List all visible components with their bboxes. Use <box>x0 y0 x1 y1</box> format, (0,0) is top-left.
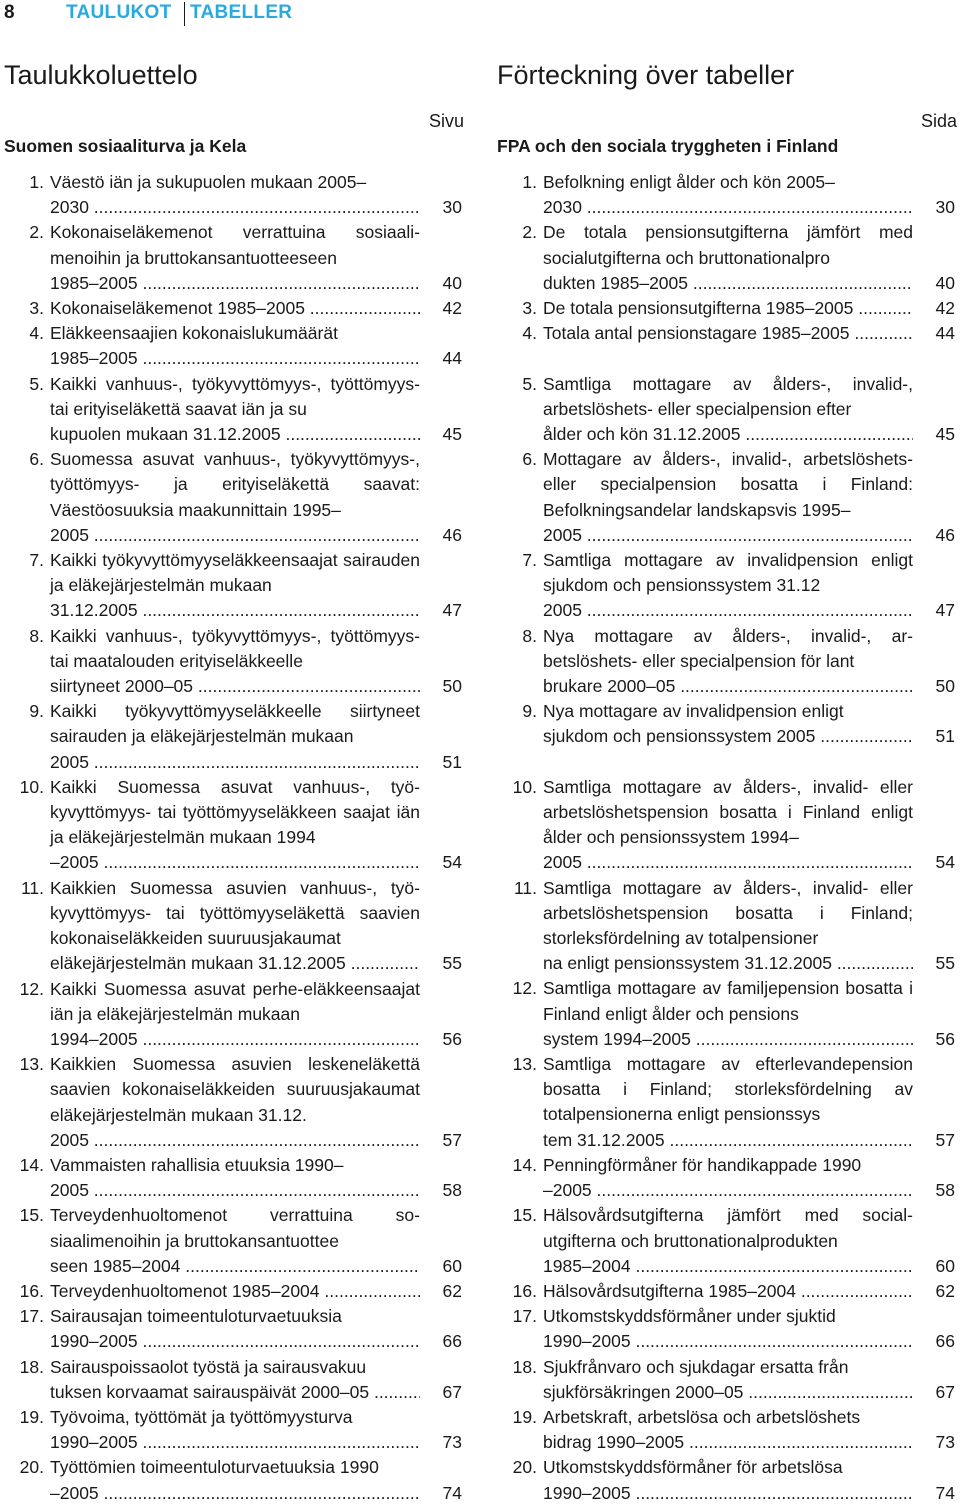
toc-entry[interactable] <box>497 372 957 448</box>
toc-entry-lead: Eläkkeensaajien kokonaislukumäärät <box>50 323 338 344</box>
toc-entry-text <box>50 170 420 220</box>
toc-entry[interactable] <box>497 321 957 346</box>
toc-entry-lead: Terveydenhuoltomenot verrattuina sosiaalimenoihin ja bruttokansantuottee <box>50 1205 420 1251</box>
toc-entry[interactable] <box>497 1153 957 1203</box>
toc-entry-number: 8. <box>29 625 44 646</box>
swedish-column <box>497 0 957 1509</box>
toc-entry-page: 30 <box>935 197 955 218</box>
toc-entry-lead: Kaikkien Suomessa asuvien leskeneläkettä saavien kokonaiseläkkeiden suuruusjakaumat eläkejärjestelmän mukaan 31.12. <box>50 1054 420 1125</box>
toc-entry-last-line: siirtyneet 2000–05 ..... <box>50 674 420 699</box>
toc-entry-page: 45 <box>935 424 955 445</box>
toc-entry-last-line: 2030 ..... <box>50 195 420 220</box>
toc-entry-last-line: dukten 1985–2005 ..... <box>543 271 913 296</box>
toc-entry-last-line: system 1994–2005 ..... <box>543 1027 913 1052</box>
toc-entry-page: 57 <box>935 1129 955 1150</box>
toc-entry-text <box>50 699 420 775</box>
toc-entry[interactable] <box>497 296 957 321</box>
toc-entry-last-line: sjukdom och pensionssystem 2005 ..... <box>543 724 913 749</box>
toc-entry-number: 12. <box>512 978 537 999</box>
toc-entry-last-line: bidrag 1990–2005 ..... <box>543 1430 913 1455</box>
toc-entry[interactable] <box>4 1304 464 1354</box>
toc-entry-number: 5. <box>522 373 537 394</box>
toc-entry-last-line: 1990–2005 ..... <box>50 1430 420 1455</box>
toc-entry-number: 19. <box>512 1406 537 1427</box>
toc-entry-last-line: kupuolen mukaan 31.12.2005 ..... <box>50 422 420 447</box>
toc-entry[interactable] <box>4 1405 464 1455</box>
toc-entry-last-line: 1990–2005 ..... <box>543 1329 913 1354</box>
toc-list-fi <box>4 170 464 1506</box>
toc-entry-page: 62 <box>442 1280 462 1301</box>
toc-entry-last-line: –2005 ..... <box>50 1481 420 1506</box>
toc-entry-text <box>50 1355 420 1405</box>
toc-entry-number: 7. <box>29 550 44 571</box>
toc-entry-number: 18. <box>512 1356 537 1377</box>
toc-entry[interactable] <box>4 876 464 977</box>
toc-entry-text <box>50 372 420 448</box>
toc-entry-page: 57 <box>442 1129 462 1150</box>
toc-entry[interactable] <box>4 699 464 775</box>
toc-entry-last-line: Kokonaiseläkemenot 1985–2005 ..... <box>50 296 420 321</box>
toc-entry-number: 9. <box>522 701 537 722</box>
toc-entry-text <box>543 876 913 977</box>
toc-entry[interactable] <box>4 624 464 700</box>
toc-entry-number: 13. <box>19 1054 44 1075</box>
page-column-label-sv: Sida <box>920 111 957 131</box>
toc-entry-lead: Kaikki työkyvyttömyyseläkkeensaajat sairauden ja eläkejärjestelmän mukaan <box>50 550 420 596</box>
toc-entry-text <box>50 1279 420 1304</box>
toc-entry-page: 54 <box>442 852 462 873</box>
toc-entry-number: 10. <box>512 776 537 797</box>
toc-entry-last-line: 1985–2004 ..... <box>543 1254 913 1279</box>
toc-entry-text <box>50 1455 420 1505</box>
toc-entry-lead: Työvoima, työttömät ja työttömyysturva <box>50 1406 353 1427</box>
toc-entry-number: 15. <box>512 1205 537 1226</box>
toc-entry-lead: Samtliga mottagare av familjepension bosatta i Finland enligt ålder och pensions <box>543 978 913 1024</box>
toc-entry-text <box>543 321 913 346</box>
toc-entry-lead: Kaikki työkyvyttömyyseläkkeelle siirtyneet sairauden ja eläkejärjestelmän mukaan <box>50 701 420 747</box>
toc-entry-last-line: 2005 ..... <box>50 750 420 775</box>
header-label-sv: TABELLER <box>190 2 293 23</box>
toc-entry-text <box>543 699 913 749</box>
toc-entry-number: 3. <box>29 298 44 319</box>
toc-entry-page: 40 <box>935 272 955 293</box>
toc-entry-lead: Kaikkien Suomessa asuvien vanhuus-, työkyvyttömyys- tai työttömyyseläkettä saavien kokonaiseläkkeiden suuruusjakaumat <box>50 877 420 949</box>
toc-entry-text <box>543 296 913 321</box>
toc-entry-last-line: De totala pensionsutgifterna 1985–2005 ..... <box>543 296 913 321</box>
toc-entry-text <box>50 876 420 977</box>
toc-entry-text <box>543 372 913 448</box>
toc-entry-page: 55 <box>935 953 955 974</box>
toc-entry[interactable] <box>497 624 957 700</box>
toc-entry-page: 40 <box>442 272 462 293</box>
toc-entry-page: 73 <box>442 1432 462 1453</box>
toc-entry-lead: Kaikki Suomessa asuvat perhe-eläkkeensaajat iän ja eläkejärjestelmän mukaan <box>50 978 420 1024</box>
toc-entry[interactable] <box>4 775 464 876</box>
toc-entry[interactable] <box>497 1455 957 1505</box>
toc-entry-lead: Kokonaiseläkemenot verrattuina sosiaalimenoihin ja bruttokansantuotteeseen <box>50 222 420 268</box>
toc-entry-text <box>543 1203 913 1279</box>
toc-entry-page: 62 <box>935 1280 955 1301</box>
toc-entry-number: 8. <box>522 625 537 646</box>
toc-entry-page: 30 <box>442 197 462 218</box>
toc-entry-last-line: 31.12.2005 ..... <box>50 598 420 623</box>
toc-entry[interactable] <box>497 220 957 296</box>
toc-entry-page: 42 <box>935 298 955 319</box>
section-heading-fi: Suomen sosiaaliturva ja Kela <box>4 136 247 156</box>
toc-entry-text <box>50 775 420 876</box>
page-number: 8 <box>4 2 15 23</box>
toc-entry-page: 44 <box>935 323 955 344</box>
toc-entry-text <box>50 624 420 700</box>
toc-entry-lead: Utkomstskyddsförmåner under sjuktid <box>543 1306 836 1327</box>
toc-entry-page: 50 <box>442 676 462 697</box>
toc-entry-lead: De totala pensionsutgifterna jämfört med socialutgifterna och bruttonationalpro <box>543 222 913 268</box>
toc-entry-lead: Mottagare av ålders-, invalid-, arbetslöshets- eller specialpension bosatta i Finland: Befolkningsandelar landskapsvis 1995– <box>543 449 913 520</box>
toc-entry-number: 20. <box>19 1457 44 1478</box>
toc-entry-lead: Väestö iän ja sukupuolen mukaan 2005– <box>50 172 367 192</box>
toc-entry-page: 67 <box>442 1381 462 1402</box>
toc-entry-text <box>543 1405 913 1455</box>
toc-entry-last-line: Hälsovårdsutgifterna 1985–2004 ..... <box>543 1279 913 1304</box>
toc-entry-page: 56 <box>935 1028 955 1049</box>
toc-entry[interactable] <box>4 1203 464 1279</box>
toc-entry-number: 11. <box>20 877 44 898</box>
toc-entry[interactable] <box>497 548 957 624</box>
toc-entry-number: 13. <box>512 1054 537 1075</box>
toc-entry-number: 2. <box>29 222 44 243</box>
toc-list-sv <box>497 170 957 1506</box>
toc-entry[interactable] <box>497 1279 957 1304</box>
toc-entry-last-line: tem 31.12.2005 ..... <box>543 1128 913 1153</box>
toc-entry[interactable] <box>4 170 464 220</box>
page-title-fi: Taulukkoluettelo <box>4 60 198 90</box>
toc-entry-number: 14. <box>512 1154 537 1175</box>
toc-entry-text <box>50 548 420 624</box>
toc-entry-last-line: 1994–2005 ..... <box>50 1027 420 1052</box>
toc-entry[interactable] <box>497 876 957 977</box>
toc-entry-lead: Sjukfrånvaro och sjukdagar ersatta från <box>543 1356 849 1377</box>
toc-entry-lead: Nya mottagare av invalidpension enligt <box>543 701 844 722</box>
toc-entry-last-line: Totala antal pensionstagare 1985–2005 ..... <box>543 321 913 346</box>
toc-entry-text <box>50 1203 420 1279</box>
toc-entry-last-line: 2005 ..... <box>543 523 913 548</box>
toc-entry-last-line: 2030 ..... <box>543 195 913 220</box>
toc-entry-page: 74 <box>935 1482 955 1503</box>
toc-entry[interactable] <box>4 447 464 548</box>
toc-entry[interactable] <box>497 699 957 749</box>
toc-entry-lead: Samtliga mottagare av efterlevandepension bosatta i Finland; storleksfördelning av totalpensionerna enligt pensionssys <box>543 1054 913 1125</box>
toc-entry-last-line: –2005 ..... <box>50 850 420 875</box>
toc-entry-text <box>50 1405 420 1455</box>
toc-entry-text <box>543 220 913 296</box>
toc-entry-number: 20. <box>512 1457 537 1478</box>
toc-entry-lead: Utkomstskyddsförmåner för arbetslösa <box>543 1457 843 1478</box>
toc-entry-number: 11. <box>513 877 537 898</box>
toc-entry-number: 5. <box>29 373 44 394</box>
toc-entry-page: 56 <box>442 1028 462 1049</box>
toc-entry-number: 16. <box>19 1280 44 1301</box>
toc-entry-lead: Työttömien toimeentuloturvaetuuksia 1990 <box>50 1457 379 1478</box>
toc-entry-last-line: 2005 ..... <box>50 1128 420 1153</box>
toc-entry[interactable] <box>497 170 957 220</box>
toc-entry-number: 6. <box>29 449 44 470</box>
toc-entry[interactable] <box>4 372 464 448</box>
toc-entry[interactable] <box>4 296 464 321</box>
toc-entry-page: 67 <box>935 1381 955 1402</box>
toc-entry-page: 54 <box>935 852 955 873</box>
header-label-fi: TAULUKOT <box>66 2 172 23</box>
toc-entry-number: 6. <box>522 449 537 470</box>
toc-entry-number: 4. <box>522 323 537 344</box>
toc-entry-text <box>543 447 913 548</box>
toc-entry-text <box>543 1304 913 1354</box>
toc-entry-page: 74 <box>442 1482 462 1503</box>
toc-entry[interactable] <box>4 1279 464 1304</box>
toc-entry[interactable] <box>4 1355 464 1405</box>
toc-entry[interactable] <box>497 447 957 548</box>
toc-entry-lead: Nya mottagare av ålders-, invalid-, arbetslöshets- eller specialpension för lant <box>543 625 913 671</box>
toc-entry-number: 14. <box>19 1154 44 1175</box>
toc-entry-lead: Suomessa asuvat vanhuus-, työkyvyttömyys-, työttömyys- ja erityiseläkettä saavat: Väestöosuuksia maakunnittain 1995– <box>50 449 420 520</box>
page-column-label-fi: Sivu <box>428 111 464 131</box>
toc-entry[interactable] <box>497 976 957 1052</box>
toc-entry-last-line: sjukförsäkringen 2000–05 ..... <box>543 1380 913 1405</box>
toc-entry-number: 16. <box>512 1280 537 1301</box>
section-heading-sv: FPA och den sociala tryggheten i Finland <box>497 136 839 156</box>
toc-entry-text <box>50 447 420 548</box>
toc-entry-page: 50 <box>935 676 955 697</box>
toc-entry-number: 17. <box>512 1306 537 1327</box>
toc-entry-number: 4. <box>29 323 44 344</box>
toc-entry-last-line: 2005 ..... <box>50 523 420 548</box>
toc-entry-lead: Samtliga mottagare av ålders-, invalid- eller arbetslöshetspension bosatta i Finland; storleksfördelning av totalpensioner <box>543 877 913 949</box>
toc-entry-page: 51 <box>935 726 955 747</box>
toc-entry-last-line: seen 1985–2004 ..... <box>50 1254 420 1279</box>
toc-entry-text <box>50 977 420 1053</box>
toc-entry-last-line: ålder och kön 31.12.2005 ..... <box>543 422 913 447</box>
toc-entry-last-line: 1985–2005 ..... <box>50 271 420 296</box>
toc-entry-page: 46 <box>935 524 955 545</box>
toc-entry[interactable] <box>497 1355 957 1405</box>
toc-entry-page: 42 <box>442 298 462 319</box>
toc-entry-text <box>50 220 420 296</box>
toc-entry-lead: Hälsovårdsutgifterna jämfört med socialutgifterna och bruttonationalprodukten <box>543 1205 913 1251</box>
toc-entry-text <box>50 321 420 371</box>
toc-entry-text <box>543 1455 913 1505</box>
toc-entry-page: 66 <box>935 1331 955 1352</box>
toc-entry-number: 15. <box>19 1205 44 1226</box>
toc-entry-number: 9. <box>29 701 44 722</box>
toc-entry-last-line: 2005 ..... <box>543 598 913 623</box>
toc-entry[interactable] <box>4 1052 464 1153</box>
toc-entry-last-line: 1990–2005 ..... <box>543 1481 913 1506</box>
toc-entry-number: 10. <box>19 776 44 797</box>
toc-entry-number: 12. <box>19 978 44 999</box>
toc-entry-last-line: brukare 2000–05 ..... <box>543 674 913 699</box>
toc-entry-lead: Sairausajan toimeentuloturvaetuuksia <box>50 1306 342 1327</box>
toc-entry[interactable] <box>4 1153 464 1203</box>
toc-entry[interactable] <box>4 321 464 371</box>
toc-entry-text <box>543 624 913 700</box>
toc-entry-lead: Vammaisten rahallisia etuuksia 1990– <box>50 1154 344 1175</box>
page-title-sv: Förteckning över tabeller <box>497 60 795 90</box>
toc-entry-page: 58 <box>935 1180 955 1201</box>
toc-entry-text <box>50 1153 420 1203</box>
toc-entry-text <box>543 1355 913 1405</box>
toc-entry-page: 73 <box>935 1432 955 1453</box>
toc-entry-page: 46 <box>442 524 462 545</box>
toc-entry-text <box>50 1304 420 1354</box>
toc-entry-number: 7. <box>522 550 537 571</box>
toc-entry-number: 2. <box>522 222 537 243</box>
toc-entry-lead: Samtliga mottagare av invalidpension enligt sjukdom och pensionssystem 31.12 <box>543 550 913 596</box>
toc-entry[interactable] <box>497 1405 957 1455</box>
toc-entry-text <box>543 1279 913 1304</box>
toc-entry-lead: Samtliga mottagare av ålders-, invalid-, arbetslöshets- eller specialpension efter <box>543 373 913 419</box>
toc-entry-lead: Kaikki vanhuus-, työkyvyttömyys-, työttömyys- tai erityiseläkettä saavat iän ja su <box>50 373 420 419</box>
toc-entry-last-line: 1990–2005 ..... <box>50 1329 420 1354</box>
toc-entry-last-line: eläkejärjestelmän mukaan 31.12.2005 ..... <box>50 951 420 976</box>
toc-entry[interactable] <box>4 220 464 296</box>
toc-entry[interactable] <box>4 548 464 624</box>
toc-entry-last-line: 2005 ..... <box>50 1178 420 1203</box>
toc-entry-page: 45 <box>442 424 462 445</box>
toc-entry-text <box>543 1052 913 1153</box>
toc-entry-last-line: na enligt pensionssystem 31.12.2005 ..... <box>543 951 913 976</box>
toc-entry[interactable] <box>497 775 957 876</box>
toc-entry-page: 60 <box>935 1255 955 1276</box>
toc-entry-lead: Arbetskraft, arbetslösa och arbetslöshets <box>543 1406 861 1427</box>
toc-entry-page: 58 <box>442 1180 462 1201</box>
toc-entry-last-line: 2005 ..... <box>543 850 913 875</box>
toc-entry[interactable] <box>4 1455 464 1505</box>
toc-entry-text <box>50 296 420 321</box>
toc-entry-number: 19. <box>19 1406 44 1427</box>
toc-entry[interactable] <box>4 977 464 1053</box>
finnish-column <box>4 0 464 1509</box>
toc-entry-last-line: tuksen korvaamat sairauspäivät 2000–05 ..... <box>50 1380 420 1405</box>
toc-entry[interactable] <box>497 1304 957 1354</box>
toc-entry-number: 17. <box>19 1306 44 1327</box>
toc-entry-lead: Sairauspoissaolot työstä ja sairausvakuu <box>50 1356 367 1377</box>
toc-entry-last-line: –2005 ..... <box>543 1178 913 1203</box>
toc-entry-lead: Kaikki Suomessa asuvat vanhuus-, työkyvyttömyys- tai työttömyyseläkkeen saajat iän ja eläkejärjestelmän mukaan 1994 <box>50 776 420 848</box>
toc-entry-number: 18. <box>19 1356 44 1377</box>
toc-entry-text <box>50 1052 420 1153</box>
toc-entry-page: 47 <box>935 600 955 621</box>
toc-entry-text <box>543 170 913 220</box>
toc-entry-number: 1. <box>522 172 537 192</box>
toc-entry[interactable] <box>497 1203 957 1279</box>
toc-entry-text <box>543 976 913 1052</box>
toc-entry-number: 3. <box>522 298 537 319</box>
toc-entry-lead: Samtliga mottagare av ålders-, invalid- eller arbetslöshetspension bosatta i Finland enligt ålder och pensionssystem 1994– <box>543 776 913 848</box>
toc-entry-number: 1. <box>29 172 44 192</box>
toc-entry-page: 55 <box>442 953 462 974</box>
toc-entry-text <box>543 775 913 876</box>
toc-entry-lead: Kaikki vanhuus-, työkyvyttömyys-, työttömyys- tai maatalouden erityiseläkkeelle <box>50 625 420 671</box>
toc-entry-page: 66 <box>442 1331 462 1352</box>
toc-entry-last-line: Terveydenhuoltomenot 1985–2004 ..... <box>50 1279 420 1304</box>
toc-entry-page: 44 <box>442 348 462 369</box>
toc-entry[interactable] <box>497 1052 957 1153</box>
toc-entry-page: 60 <box>442 1255 462 1276</box>
toc-entry-last-line: 1985–2005 ..... <box>50 346 420 371</box>
toc-entry-text <box>543 548 913 624</box>
toc-entry-page: 47 <box>442 600 462 621</box>
toc-entry-page: 51 <box>442 751 462 772</box>
toc-entry-text <box>543 1153 913 1203</box>
toc-entry-lead: Befolkning enligt ålder och kön 2005– <box>543 172 835 192</box>
toc-entry-lead: Penningförmåner för handikappade 1990 <box>543 1154 862 1175</box>
